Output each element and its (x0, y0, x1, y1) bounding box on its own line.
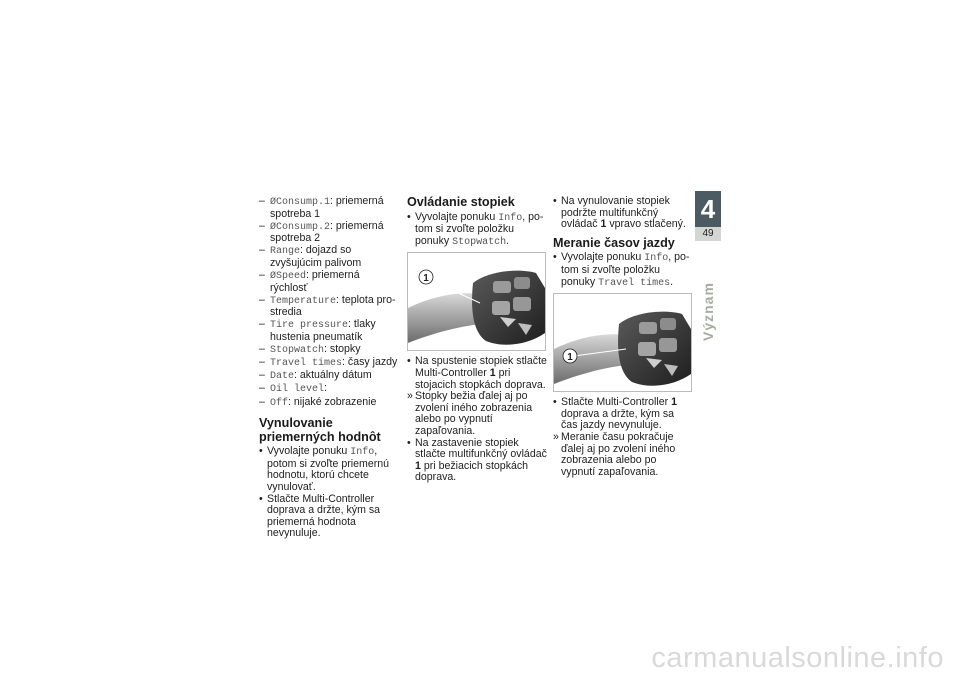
callout-1: 1 (567, 352, 573, 364)
menu-option: – Stopwatch: stopky (259, 343, 361, 357)
option-code: Stopwatch (270, 345, 325, 357)
menu-options-list (259, 196, 399, 409)
option-desc: : dojazd so zvyšujúcim palivom (270, 244, 362, 269)
column-3 (553, 196, 693, 478)
instruction-step: • Na spustenie stopiek stlačte Multi-Controller 1 pri stojacich stopkách doprava. (407, 355, 547, 391)
handlebar-controller-photo (553, 293, 692, 392)
menu-option: – Travel times: časy jazdy (259, 356, 398, 370)
section-heading-reset-averages: Vynulovanie priemerných hodnôt (259, 416, 381, 444)
option-desc: : teplota prostredia (270, 293, 396, 319)
option-desc: : časy jazdy (342, 356, 398, 369)
chapter-number: 4 (695, 191, 721, 227)
option-code: Temperature (270, 295, 337, 307)
menu-code: Stopwatch (452, 236, 507, 248)
result-note: » Stopky bežia ďalej aj po zvolení iného zobrazenia alebo po vypnutí zapaľovania. (407, 390, 533, 437)
menu-code: Info (498, 212, 523, 224)
option-code: Off (270, 397, 289, 409)
result-note: » Meranie času pokračuje ďalej aj po zvolení iného zobrazenia alebo po vypnutí zapaľovania. (553, 430, 676, 478)
menu-option: – ØSpeed: priemerná rýchlosť (259, 269, 360, 294)
option-code: ØConsump.2 (270, 221, 331, 233)
callout-1: 1 (423, 273, 429, 285)
option-code: Travel times (270, 358, 343, 370)
watermark: carmanualsonline.info (651, 642, 944, 674)
column-2 (407, 196, 547, 484)
instruction-step: • Vyvolajte ponuku Info, potom si zvoľte položku ponuky Stopwatch. (407, 210, 544, 248)
option-code: ØConsump.1 (270, 197, 331, 208)
option-desc: : aktuálny dátum (294, 369, 372, 382)
section-heading-stopwatch: Ovládanie stopiek (407, 195, 515, 209)
option-desc: : priemerná spotreba 2 (270, 219, 384, 245)
menu-code: Info (644, 253, 669, 265)
menu-option: – Tire pressure: tlaky hustenia pneumatík (259, 318, 376, 344)
instruction-step: • Stlačte Multi-Controller 1 doprava a držte, kým sa čas jazdy nevynuluje. (553, 396, 677, 432)
option-desc: : nijaké zobrazenie (288, 395, 377, 408)
instruction-step: • Na zastavenie stopiek stlačte multifunkčný ovládač 1 pri bežiacich stopkách doprava. (407, 436, 547, 484)
handlebar-illustration (408, 253, 545, 350)
menu-option: – ØConsump.2: priemerná spotreba 2 (259, 219, 384, 245)
menu-option: – ØConsump.1: priemerná spotreba 1 (259, 195, 384, 220)
option-desc: : stopky (324, 343, 361, 356)
instruction-step: • Na vynulovanie stopiek podržte multifunkčný ovládač 1 vpravo stlačený. (553, 195, 686, 231)
menu-option: – Date: aktuálny dátum (259, 369, 372, 383)
page-number: 49 (695, 227, 721, 241)
option-desc: : tlaky hustenia pneumatík (270, 318, 376, 344)
chapter-title: Význam (700, 282, 716, 342)
menu-code: Info (350, 447, 375, 459)
option-code: ØSpeed (270, 271, 307, 283)
instruction-step: • Vyvolajte ponuku Info, potom si zvoľte priemernú hodnotu, ktorú chcete vynulovať. (259, 445, 390, 494)
menu-code: Travel times (598, 277, 671, 289)
chapter-tab (695, 191, 721, 355)
handlebar-controller-photo (407, 252, 546, 351)
menu-option: – Off: nijaké zobrazenie (259, 395, 377, 409)
handlebar-illustration (554, 294, 691, 391)
option-desc: : (324, 382, 327, 395)
menu-option: – Temperature: teplota prostredia (259, 293, 396, 319)
menu-option: – Range: dojazd so zvyšujúcim palivom (259, 244, 362, 269)
option-code: Range (270, 246, 301, 258)
option-code: Oil level (270, 384, 325, 396)
option-desc: : priemerná rýchlosť (270, 269, 360, 294)
option-desc: : priemerná spotreba 1 (270, 195, 384, 220)
column-1 (259, 196, 399, 540)
instruction-step: • Vyvolajte ponuku Info, potom si zvoľte položku ponuky Travel times. (553, 251, 690, 289)
instruction-step: • Stlačte Multi-Controller doprava a držte, kým sa priemerná hodnota nevynuluje. (259, 492, 381, 540)
option-code: Date (270, 371, 295, 383)
section-heading-travel-times: Meranie časov jazdy (553, 235, 675, 250)
option-code: Tire pressure (270, 320, 349, 332)
menu-option: – Oil level: (259, 382, 327, 396)
